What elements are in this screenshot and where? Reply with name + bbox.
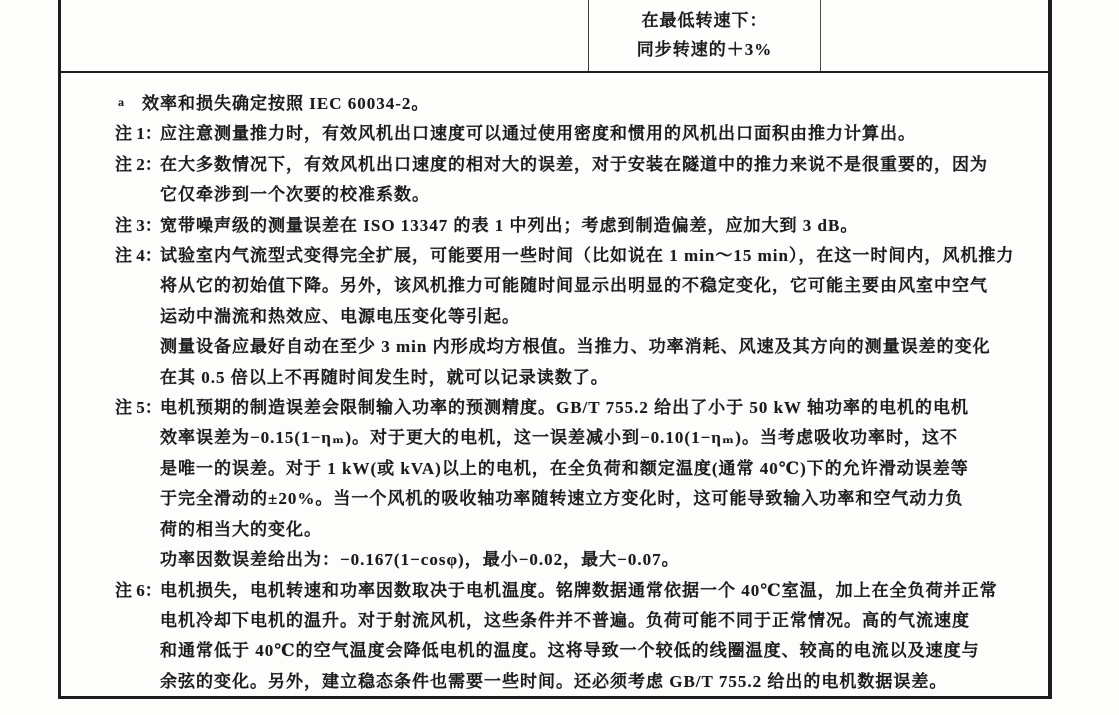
note-3-label: 注 3： bbox=[115, 215, 162, 235]
note-line: 应注意测量推力时，有效风机出口速度可以通过使用密度和惯用的风机出口面积由推力计算出。 bbox=[160, 124, 916, 144]
note-line: 电机损失，电机转速和功率因数取决于电机温度。铭牌数据通常依据一个 40℃室温，加上在全负荷并正常 bbox=[160, 580, 998, 600]
note-5 bbox=[115, 393, 1036, 575]
note-6 bbox=[115, 576, 1036, 697]
note-line: 试验室内气流型式变得完全扩展，可能要用一些时间（比如说在 1 min～15 min），在这一时间内，风机推力 bbox=[160, 246, 1015, 266]
table-cell-separator bbox=[820, 0, 821, 72]
note-4 bbox=[115, 241, 1036, 393]
note-2 bbox=[115, 150, 1036, 211]
note-line: 功率因数误差给出为：−0.167(1−cosφ)，最小−0.02，最大−0.07。 bbox=[160, 550, 680, 570]
note-5-label: 注 5： bbox=[115, 398, 162, 418]
note-1 bbox=[115, 119, 1036, 149]
note-line: 于完全滑动的±20%。当一个风机的吸收轴功率随转速立方变化时，这可能导致输入功率和空气动力负 bbox=[160, 489, 964, 509]
note-6-label: 注 6： bbox=[115, 580, 162, 600]
footnote-a-text: 效率和损失确定按照 IEC 60034-2。 bbox=[142, 94, 430, 113]
note-1-label: 注 1： bbox=[115, 124, 162, 144]
note-3 bbox=[115, 211, 1036, 241]
footnote-a bbox=[115, 89, 1036, 119]
note-line: 测量设备应最好自动在至少 3 min 内形成均方根值。当推力、功率消耗、风速及其方向的测量误差的变化 bbox=[160, 337, 991, 357]
note-line: 在其 0.5 倍以上不再随时间发生时，就可以记录读数了。 bbox=[160, 367, 609, 387]
speed-cell-line-1: 在最低转速下： bbox=[641, 11, 768, 30]
note-line: 荷的相当大的变化。 bbox=[160, 519, 322, 539]
note-line: 运动中湍流和热效应、电源电压变化等引起。 bbox=[160, 306, 520, 326]
note-line: 效率误差为−0.15(1−ηₘ)。对于更大的电机，这一误差减小到−0.10(1−ηₘ)。当考虑吸收功率时，这不 bbox=[160, 428, 958, 448]
table-cell-speed-tolerance bbox=[589, 0, 820, 70]
table-right-border bbox=[1048, 0, 1052, 699]
note-line: 和通常低于 40℃的空气温度会降低电机的温度。这将导致一个较低的线圈温度、较高的电流以及速度与 bbox=[160, 641, 980, 661]
note-line: 电机冷却下电机的温升。对于射流风机，这些条件并不普遍。负荷可能不同于正常情况。高的气流速度 bbox=[160, 610, 970, 630]
note-4-label: 注 4： bbox=[115, 246, 162, 266]
note-2-label: 注 2： bbox=[115, 154, 162, 174]
footnote-a-marker: a bbox=[118, 95, 124, 109]
note-line: 宽带噪声级的测量误差在 ISO 13347 的表 1 中列出；考虑到制造偏差，应加大到 3 dB。 bbox=[160, 215, 859, 235]
note-line: 在大多数情况下，有效风机出口速度的相对大的误差，对于安装在隧道中的推力来说不是很重要的，因为 bbox=[160, 154, 988, 174]
speed-cell-line-2: 同步转速的＋3% bbox=[636, 40, 773, 59]
note-line: 它仅牵涉到一个次要的校准系数。 bbox=[160, 185, 430, 205]
note-line: 将从它的初始值下降。另外，该风机推力可能随时间显示出明显的不稳定变化，它可能主要由风室中空气 bbox=[160, 276, 988, 296]
table-notes-section bbox=[61, 73, 1048, 696]
note-line: 电机预期的制造误差会限制输入功率的预测精度。GB/T 755.2 给出了小于 50 kW 轴功率的电机的电机 bbox=[160, 398, 969, 418]
note-line: 是唯一的误差。对于 1 kW(或 kVA)以上的电机，在全负荷和额定温度(通常 40℃)下的允许滑动误差等 bbox=[160, 458, 969, 478]
table-bottom-border bbox=[58, 696, 1052, 699]
note-line: 余弦的变化。另外，建立稳态条件也需要一些时间。还必须考虑 GB/T 755.2 给出的电机数据误差。 bbox=[160, 671, 948, 691]
